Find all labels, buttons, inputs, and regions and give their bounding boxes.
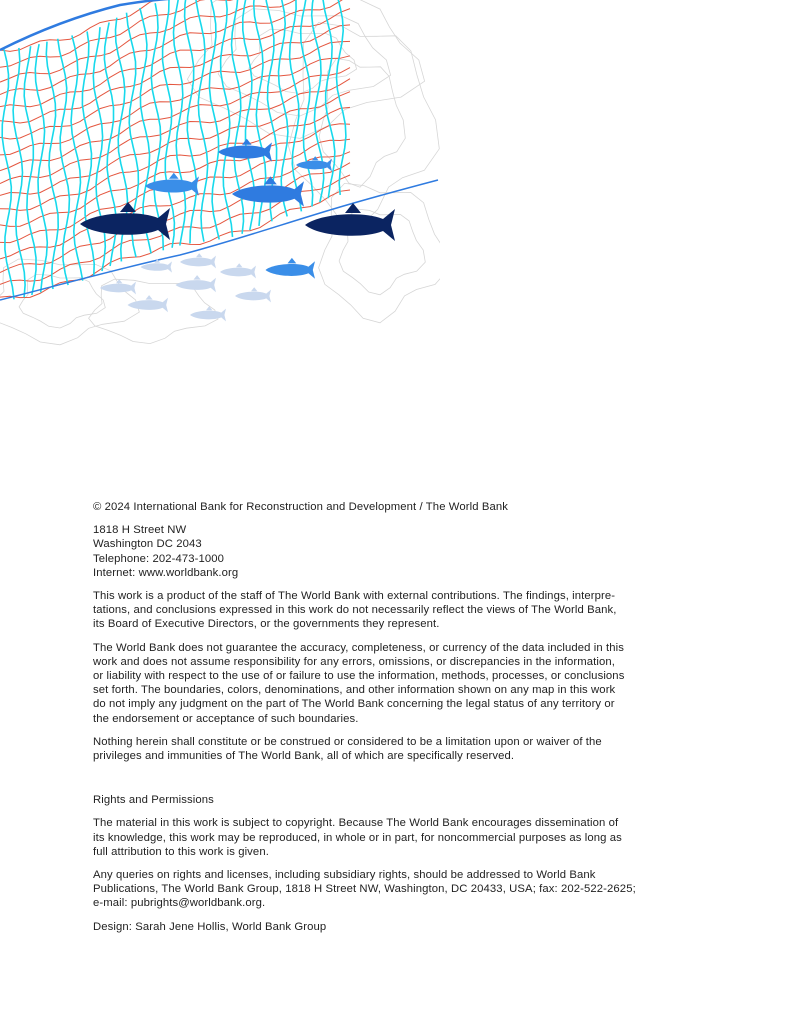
net-red-lines <box>0 0 350 298</box>
net-line-cyan <box>2 50 14 300</box>
net-line-cyan <box>174 0 186 245</box>
rights-heading <box>93 793 705 807</box>
paragraph-line: its Board of Executive Directors, or the governments they represent. <box>93 618 440 631</box>
paragraph-line: The material in this work is subject to copyright. Because The World Bank encourages dissemination of <box>93 817 619 830</box>
copyright-line <box>93 500 705 514</box>
address-city: Washington DC 2043 <box>93 538 202 551</box>
fish-icon <box>180 253 216 268</box>
net-cyan-lines <box>2 0 346 299</box>
address-telephone: Telephone: 202-473-1000 <box>93 552 225 565</box>
address-street: 1818 H Street NW <box>93 524 187 537</box>
contour-lines <box>0 0 440 345</box>
paragraph-line: or liability with respect to the use of or failure to use the information, methods, processes, or conclusions <box>93 670 625 683</box>
contour-line <box>218 9 391 116</box>
paragraph-line: Nothing herein shall constitute or be construed or considered to be a limitation upon or waiver of the <box>93 735 602 748</box>
staff-paragraph <box>93 589 705 632</box>
net-line-cyan <box>13 48 25 297</box>
net-line-cyan <box>208 0 219 239</box>
copyright-page-text <box>93 500 705 943</box>
net-line-cyan <box>58 39 70 285</box>
net-line-cyan <box>24 46 36 295</box>
paragraph-line: work and does not assume responsibility for any errors, omissions, or discrepancies in the information, <box>93 655 616 668</box>
net-line-cyan <box>82 32 94 276</box>
paragraph-line: tations, and conclusions expressed in this work do not necessarily reflect the views of The World Bank, <box>93 604 617 617</box>
queries-paragraph <box>93 868 705 911</box>
design-credit-text: Design: Sarah Jene Hollis, World Bank Group <box>93 920 327 933</box>
fish-icon <box>305 203 395 241</box>
copyright-text: © 2024 International Bank for Reconstruction and Development / The World Bank <box>93 501 508 513</box>
fish-icon <box>296 156 332 171</box>
paragraph-line: e-mail: pubrights@worldbank.org. <box>93 897 266 910</box>
paragraph-line: full attribution to this work is given. <box>93 845 269 858</box>
rights-heading-text: Rights and Permissions <box>93 794 214 807</box>
guarantee-paragraph <box>93 641 705 726</box>
paragraph-line: do not imply any judgment on the part of The World Bank concerning the legal status of any territory or <box>93 698 615 711</box>
paragraph-line: Any queries on rights and licenses, including subsidiary rights, should be addressed to World Bank <box>93 869 596 882</box>
net-line-cyan <box>93 27 105 271</box>
address-internet: Internet: www.worldbank.org <box>93 566 239 579</box>
fish-icon <box>266 258 316 279</box>
net-line-cyan <box>151 3 163 250</box>
fish-icon <box>141 259 173 272</box>
net-line-cyan <box>276 0 288 216</box>
net-line-cyan <box>71 35 83 280</box>
fish-icon <box>128 295 169 312</box>
net-line-cyan <box>35 44 47 292</box>
material-paragraph <box>93 816 705 859</box>
paragraph-line: Publications, The World Bank Group, 1818 H Street NW, Washington, DC 20433, USA; fax: 202-522-2625; <box>93 883 636 896</box>
contour-line <box>319 183 440 322</box>
net-line-red <box>0 152 350 259</box>
contour-line <box>0 259 139 345</box>
fish-icon <box>176 275 217 292</box>
paragraph-line: This work is a product of the staff of The World Bank with external contributions. The findings, interpre- <box>93 590 616 603</box>
paragraph-line: its knowledge, this work may be reproduced, in whole or in part, for noncommercial purposes as long as <box>93 831 622 844</box>
fish-icon <box>220 263 256 278</box>
paragraph-line: The World Bank does not guarantee the accuracy, completeness, or currency of the data included in this <box>93 641 624 654</box>
net-line-cyan <box>46 42 58 289</box>
fish-icon <box>235 287 271 302</box>
net-line-cyan <box>221 0 233 237</box>
nothing-herein-paragraph <box>93 735 705 763</box>
net-line-red <box>0 0 350 67</box>
paragraph-line: the endorsement or acceptance of such boundaries. <box>93 712 359 725</box>
net-line-cyan <box>196 0 208 242</box>
fish-icon <box>100 279 136 294</box>
net-line-cyan <box>312 0 324 202</box>
contour-line <box>249 29 357 93</box>
fish-icon <box>190 306 226 321</box>
contour-line <box>288 23 439 227</box>
fish-school <box>80 139 395 322</box>
paragraph-line: set forth. The boundaries, colors, denominations, and other information shown on any map in this work <box>93 684 616 697</box>
paragraph-line: privileges and immunities of The World Bank, all of which are specifically reserved. <box>93 750 515 763</box>
address-block <box>93 523 705 580</box>
design-credit <box>93 920 705 934</box>
fishing-net-illustration <box>0 0 440 350</box>
